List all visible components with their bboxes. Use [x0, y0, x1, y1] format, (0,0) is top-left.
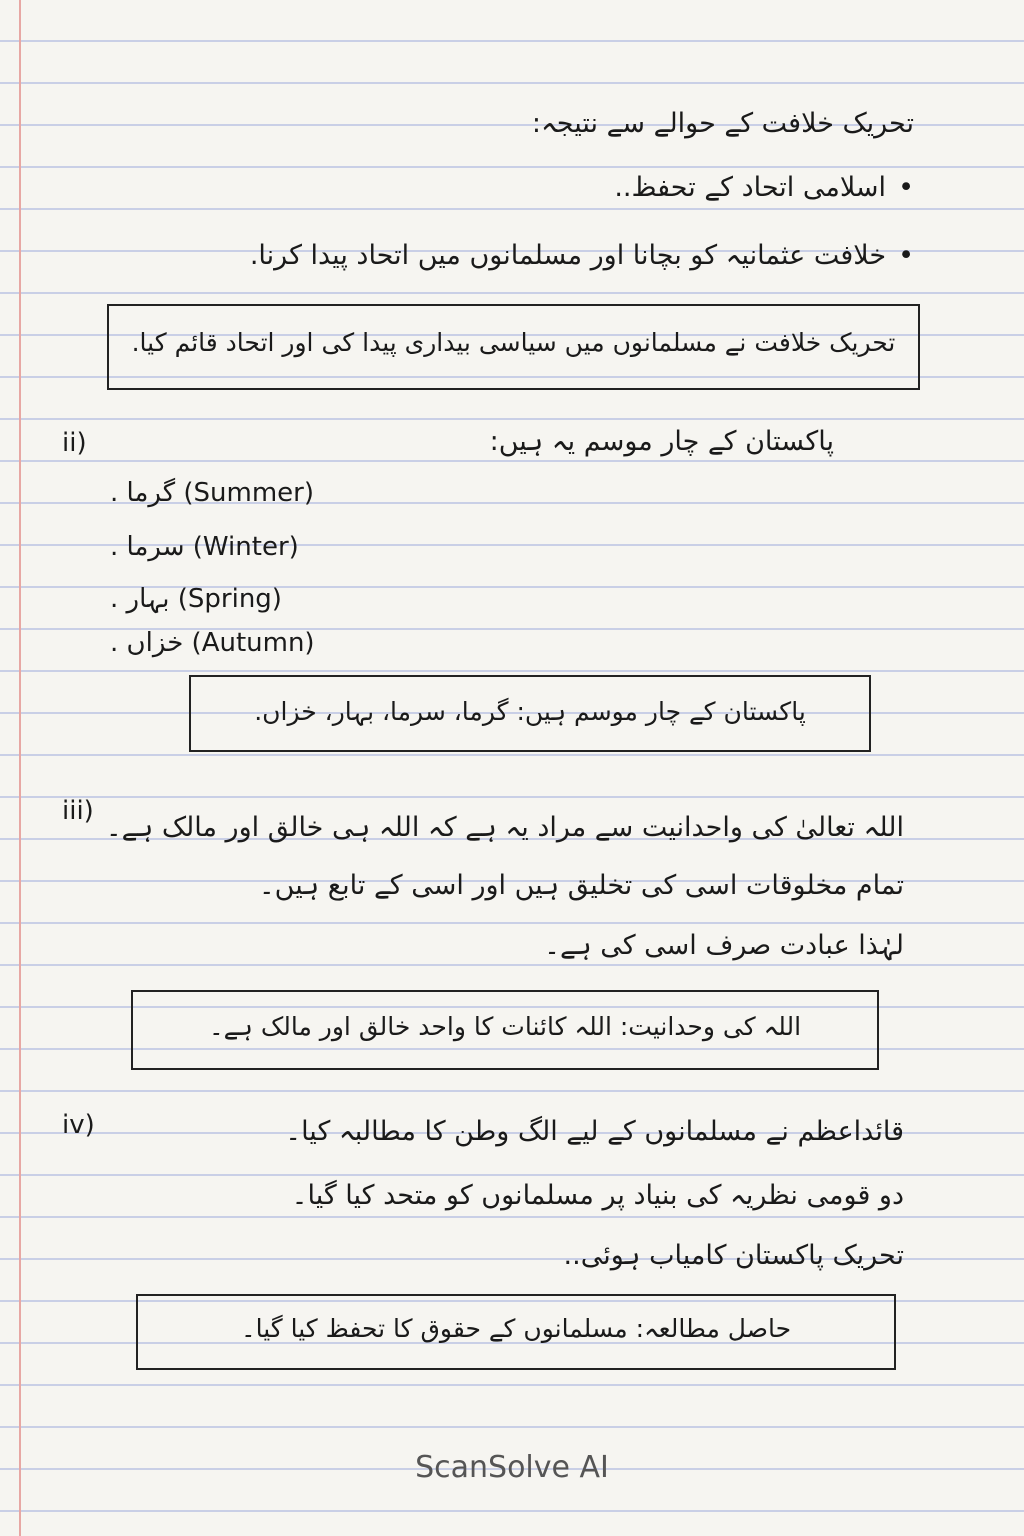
section4-line-1: قائداعظم نے مسلمانوں کے لیے الگ وطن کا مطالبہ کیا۔: [285, 1116, 904, 1147]
section1-heading: تحریک خلافت کے حوالے سے نتیجہ:: [531, 108, 914, 139]
season-item: . گرما (Summer): [110, 478, 314, 508]
section4-line-3: تحریک پاکستان کامیاب ہوئی..: [563, 1240, 904, 1271]
season-english: (Autumn): [191, 628, 315, 658]
section2-answer-box: [189, 675, 871, 752]
season-english: (Winter): [192, 532, 299, 562]
section4-line-2: دو قومی نظریہ کی بنیاد پر مسلمانوں کو متحد کیا گیا۔: [291, 1180, 904, 1211]
section2-heading: پاکستان کے چار موسم یہ ہیں:: [489, 426, 834, 457]
section1-answer-text: تحریک خلافت نے مسلمانوں میں سیاسی بیداری پیدا کی اور اتحاد قائم کیا.: [131, 328, 896, 357]
section3-answer-box: [131, 990, 879, 1070]
section1-bullet-1: • اسلامی اتحاد کے تحفظ..: [614, 172, 914, 203]
section1-answer-box: [107, 304, 920, 390]
season-item: . بہار (Spring): [110, 584, 282, 614]
season-urdu: خزاں: [126, 628, 184, 658]
section3-line-3: لہٰذا عبادت صرف اسی کی ہے۔: [544, 930, 904, 961]
season-urdu: سرما: [126, 532, 185, 562]
season-english: (Summer): [183, 478, 314, 508]
watermark-footer: ScanSolve AI: [415, 1450, 609, 1485]
section1-bullet-2: • خلافت عثمانیہ کو بچانا اور مسلمانوں میں اتحاد پیدا کرنا.: [250, 240, 914, 271]
section3-line-1: اللہ تعالیٰ کی واحدانیت سے مراد یہ ہے کہ اللہ ہی خالق اور مالک ہے۔: [105, 812, 904, 843]
section3-answer-text: اللہ کی وحدانیت: اللہ کائنات کا واحد خالق اور مالک ہے۔: [208, 1012, 802, 1041]
section3-line-2: تمام مخلوقات اسی کی تخلیق ہیں اور اسی کے تابع ہیں۔: [258, 870, 904, 901]
section3-number: iii): [62, 796, 94, 826]
section4-number: iv): [62, 1110, 95, 1140]
section2-answer-text: پاکستان کے چار موسم ہیں: گرما، سرما، بہار، خزاں.: [254, 697, 806, 726]
section4-answer-text: حاصل مطالعہ: مسلمانوں کے حقوق کا تحفظ کیا گیا۔: [240, 1314, 792, 1343]
section4-answer-box: [136, 1294, 896, 1370]
season-item: . خزاں (Autumn): [110, 628, 315, 658]
season-english: (Spring): [177, 584, 282, 614]
notebook-margin-line: [19, 0, 21, 1536]
season-urdu: بہار: [126, 584, 170, 614]
season-urdu: گرما: [126, 478, 176, 508]
season-item: . سرما (Winter): [110, 532, 299, 562]
section2-number: ii): [62, 428, 87, 458]
